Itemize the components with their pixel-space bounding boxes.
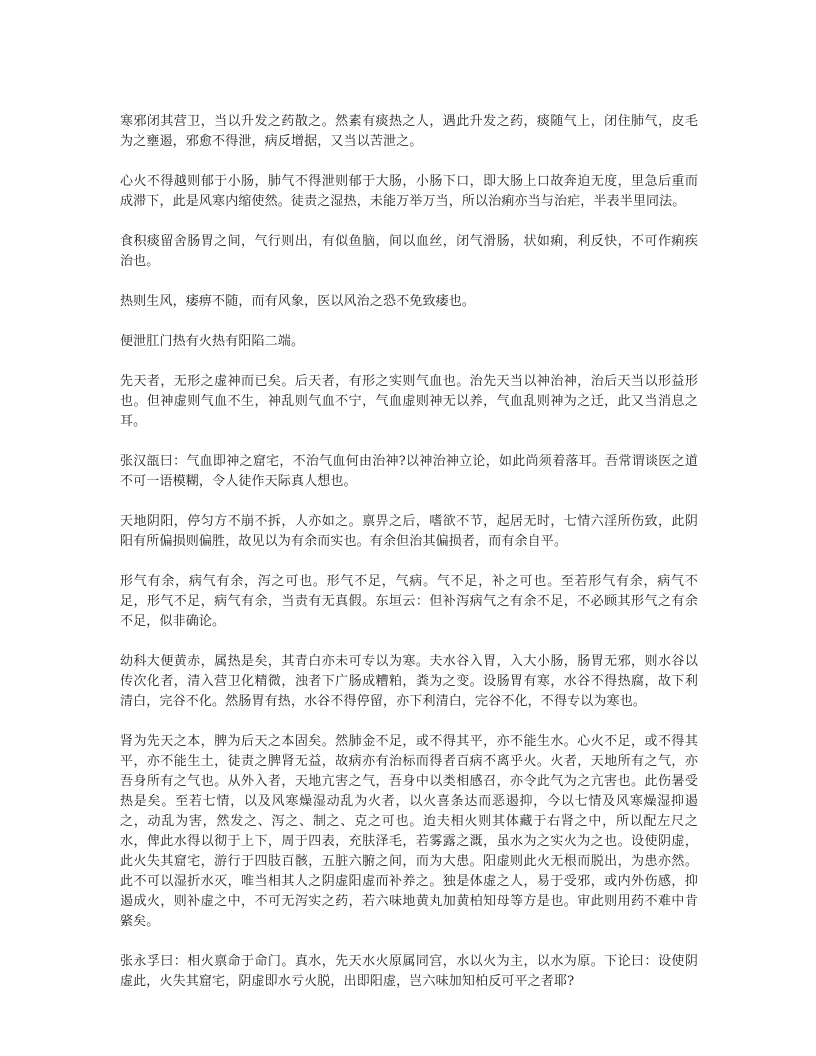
paragraph-4: 热则生风，痿痹不随，而有风象，医以风治之恐不免致痿也。: [120, 294, 476, 309]
paragraph-1: 寒邪闭其营卫，当以升发之药散之。然素有痰热之人，遇此升发之药，痰随气上，闭住肺气，皮毛为之壅遏，邪愈不得泄，病反增据，又当以苦泄之。: [120, 114, 698, 149]
paragraph-9: 形气有余，病气有余，泻之可也。形气不足，气病。气不足，补之可也。至若形气有余，病气不足，形气不足，病气有余，当责有无真假。东垣云：但补泻病气之有余不足，不必顾其形气之有余不足，似非确论。: [120, 574, 698, 629]
paragraph-12: 张永孚曰：相火禀命于命门。真水，先天水火原属同宫，水以火为主，以水为原。下论曰：设使阴虚此，火失其窟宅，阴虚即水亏火脱，出即阳虚，岂六味加知柏反可平之者耶?: [120, 954, 698, 989]
paragraph-8: 天地阴阳，停匀方不崩不拆，人亦如之。禀畀之后，嗜欲不节，起居无时，七情六淫所伤致，此阴阳有所偏损则偏胜，故见以为有余而实也。有余但治其偏损者，而有余自平。: [120, 514, 698, 549]
paragraph-10: 幼科大便黄赤，属热是矣，其青白亦未可专以为寒。夫水谷入胃，入大小肠，肠胃无邪，则水谷以传次化者，清入营卫化精微，浊者下广肠成糟粕，粪为之变。设肠胃有寒，水谷不得热腐，故下利清白，完谷不化。然肠胃有热，水谷不得停留，亦下利清白，完谷不化，不得专以为寒也。: [120, 654, 698, 709]
document-page: [120, 112, 698, 992]
paragraph-11: 肾为先天之本，脾为后天之本固矣。然肺金不足，或不得其平，亦不能生水。心火不足，或不得其平，亦不能生土，徒责之脾肾无益，故病亦有治标而得者百病不离乎火。火者，天地所有之气，亦吾身所有之气也。从外入者，天地亢害之气，吾身中以类相感召，亦令此气为之亢害也。此伤暑受热是矣。至若七情，以及风寒燥湿动乱为火者，以火喜条达而恶遏抑，今以七情及风寒燥湿抑遏之，动乱为害，然发之、泻之、制之、克之可也。迨夫相火则其体藏于右肾之中，所以配左尺之水，俾此水得以彻于上下，周于四表，充肤泽毛，若雾露之溉，虽水为之实火为之也。设使阴虚，此火失其窟宅，游行于四肢百骸，五脏六腑之间，而为大患。阳虚则此火无根而脱出，为患亦然。此不可以湿折水灭，唯当相其人之阴虚阳虚而补养之。独是体虚之人，易于受邪，或内外伤感，抑遏成火，则补虚之中，不可无泻实之药，若六味地黄丸加黄柏知母等方是也。审此则用药不难中肯綮矣。: [120, 734, 698, 929]
paragraph-3: 食积痰留舍肠胃之间，气行则出，有似鱼脑，间以血丝，闭气滑肠，状如痢，利反快，不可作痢疾治也。: [120, 234, 698, 269]
paragraph-6: 先天者，无形之虚神而已矣。后天者，有形之实则气血也。治先天当以神治神，治后天当以形益形也。但神虚则气血不生，神乱则气血不宁，气血虚则神无以养，气血乱则神为之迁，此又当消息之耳。: [120, 374, 698, 429]
paragraph-7: 张汉瓿曰：气血即神之窟宅，不治气血何由治神?以神治神立论，如此尚须着落耳。吾常谓谈医之道不可一语模糊，令人徒作天际真人想也。: [120, 454, 698, 489]
paragraph-2: 心火不得越则郁于小肠，肺气不得泄则郁于大肠，小肠下口，即大肠上口故奔迫无度，里急后重而成滞下，此是风寒内缩使然。徒责之湿热，未能万举万当，所以治痢亦当与治疟，半表半里同法。: [120, 174, 698, 209]
paragraph-5: 便泄肛门热有火热有阳陷二端。: [120, 334, 305, 349]
